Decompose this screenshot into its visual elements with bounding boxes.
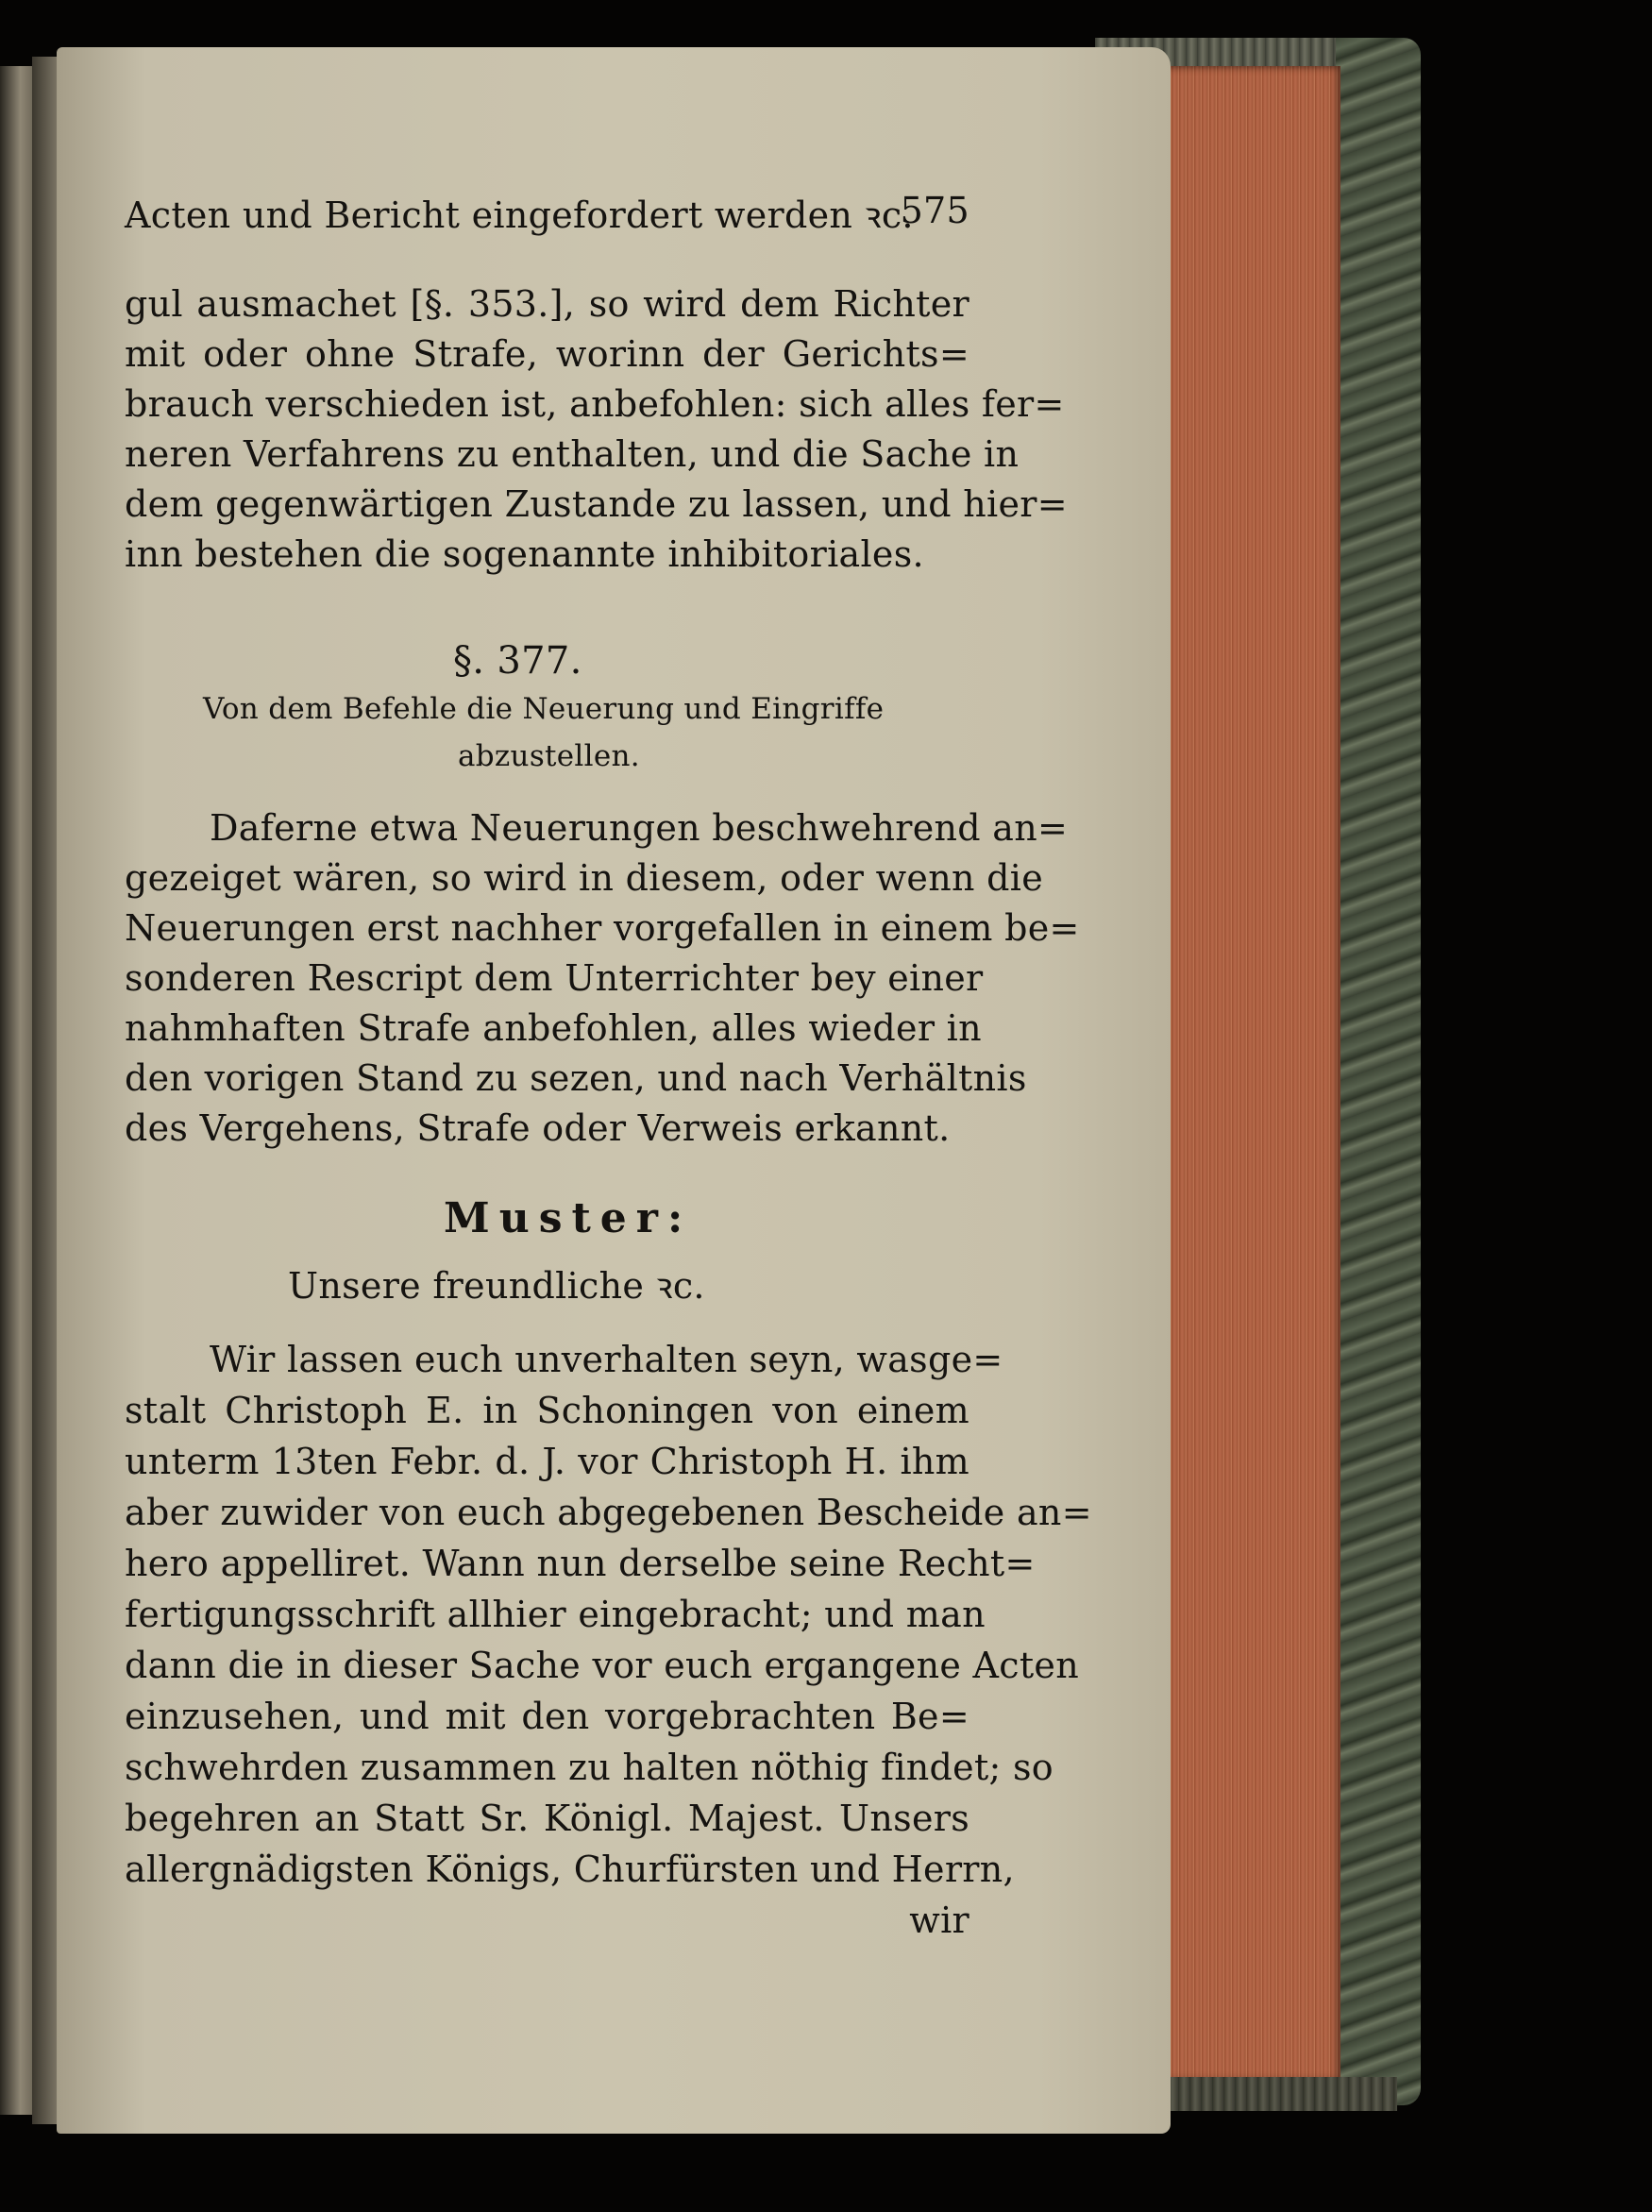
text-line: dann die in dieser Sache vor euch ergangene Acten — [125, 1645, 1079, 1686]
section-title-continued: abzustellen. — [458, 739, 640, 773]
text-line: brauch verschieden ist, anbefohlen: sich alles fer= — [125, 383, 1065, 425]
text-line: nahmhaften Strafe anbefohlen, alles wieder in — [125, 1007, 982, 1049]
text-line: gezeiget wären, so wird in diesem, oder wenn die — [125, 857, 1044, 899]
page-number: 575 — [900, 190, 969, 231]
running-header — [125, 184, 969, 250]
text-line: sonderen Rescript dem Unterrichter bey einer — [125, 957, 984, 999]
text-line: begehren an Statt Sr. Königl. Majest. Unsers — [125, 1798, 969, 1839]
text-line: den vorigen Stand zu sezen, und nach Verhältnis — [125, 1057, 1027, 1099]
text-line: dem gegenwärtigen Zustande zu lassen, und hier= — [125, 483, 1068, 525]
facing-page-edge — [0, 66, 34, 2115]
text-line: fertigungsschrift allhier eingebracht; und man — [125, 1594, 986, 1635]
section-number: §. 377. — [453, 639, 582, 683]
text-line: Wir lassen euch unverhalten seyn, wasge= — [210, 1339, 1003, 1380]
page-fore-edge — [1156, 66, 1340, 2082]
catchword: wir — [909, 1900, 969, 1941]
text-line: neren Verfahrens zu enthalten, und die Sache in — [125, 433, 1020, 475]
text-line: allergnädigsten Königs, Churfürsten und Herrn, — [125, 1849, 1015, 1890]
binding-bottom-edge — [1133, 2077, 1397, 2111]
text-line: hero appelliret. Wann nun derselbe seine Recht= — [125, 1543, 1036, 1584]
text-line: Daferne etwa Neuerungen beschwehrend an= — [210, 807, 1069, 849]
text-line: Neuerungen erst nachher vorgefallen in einem be= — [125, 907, 1080, 949]
running-title: Acten und Bericht eingefordert werden ꝛc. — [125, 194, 914, 236]
section-title: Von dem Befehle die Neuerung und Eingriffe — [203, 692, 885, 726]
text-line: schwehrden zusammen zu halten nöthig findet; so — [125, 1747, 1054, 1788]
cover-board — [1336, 38, 1421, 2105]
text-line: stalt Christoph E. in Schoningen von einem — [125, 1390, 969, 1431]
muster-heading: Muster: — [444, 1194, 693, 1242]
text-line: des Vergehens, Strafe oder Verweis erkannt. — [125, 1107, 951, 1149]
text-line: mit oder ohne Strafe, worinn der Gerichts= — [125, 333, 969, 375]
text-line: einzusehen, und mit den vorgebrachten Be= — [125, 1696, 969, 1737]
salutation: Unsere freundliche ꝛc. — [288, 1265, 705, 1307]
text-line: aber zuwider von euch abgegebenen Bescheide an= — [125, 1492, 1092, 1533]
text-line: unterm 13ten Febr. d. J. vor Christoph H. ihm — [125, 1441, 969, 1482]
text-line: gul ausmachet [§. 353.], so wird dem Richter — [125, 283, 969, 325]
text-line: inn bestehen die sogenannte inhibitoriales. — [125, 533, 924, 575]
